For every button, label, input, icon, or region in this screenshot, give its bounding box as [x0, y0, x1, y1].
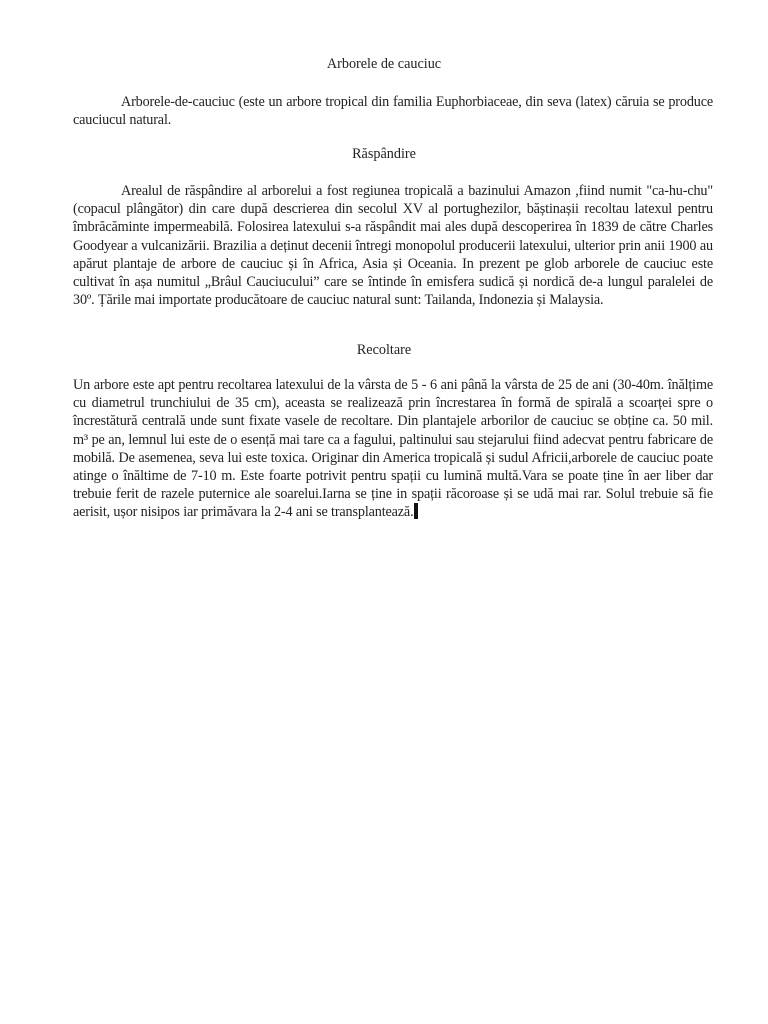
text-cursor: [414, 503, 418, 519]
section-heading-raspandire: Răspândire: [352, 146, 416, 162]
intro-paragraph[interactable]: Arborele-de-cauciuc (este un arbore tropical din familia Euphorbiaceae, din seva (latex) căruia se produce cauciucul natural.: [73, 94, 713, 129]
document-title: Arborele de cauciuc: [326, 56, 442, 72]
paragraph-recoltare[interactable]: [73, 376, 713, 522]
paragraph-recoltare-text: Un arbore este apt pentru recoltarea latexului de la vârsta de 5 - 6 ani până la vârsta de 25 de ani (30-40m. înălțime cu diametrul trunchiului de 35 cm), aceasta se realizează prin încrestarea în formă de spirală a scoarței spre o încrestătură centrală unde sunt fixate vasele de recoltare. Din plantajele arborilor de cauciuc se obține ca. 50 mil. m³ pe an, lemnul lui este de o esență mai tare ca a fagului, paltinului sau stejarului fiind adecvat pentru fabricare de mobilă. De asemenea, seva lui este toxica. Originar din America tropicală și sudul Africii,arborele de cauciuc poate atinge o înăltime de 7-10 m. Este foarte potrivit pentru spații cu lumină multă.Vara se poate ține în aer liber dar trebuie ferit de razele puternice ale soarelui.Iarna se ține in spații răcoroase și se udă mai rar. Solul trebuie să fie aerisit, ușor nisipos iar primăvara la 2-4 ani se transplantează.: [73, 377, 713, 521]
paragraph-raspandire[interactable]: Arealul de răspândire al arborelui a fost regiunea tropicală a bazinului Amazon ,fiind numit "ca-hu-chu" (copacul plângător) din care după descrierea din secolul XV al portughezilor, băștinașii recoltau latexul pentru îmbrăcăminte impermeabilă. Folosirea latexului s-a răspândit mai ales după descoperirea în 1839 de către Charles Goodyear a vulcanizării. Brazilia a deținut decenii întregi monopolul producerii latexului, ulterior prin anii 1900 au apărut plantaje de arbore de cauciuc și în Africa, Asia și Oceania. In prezent pe glob arborele de cauciuc este cultivat în așa numitul „Brâul Cauciucului” care se întinde în emisfera sudică și nordică de-a lungul paralelei de 30º. Țările mai importate producătoare de cauciuc natural sunt: Tailanda, Indonezia și Malaysia.: [73, 183, 713, 309]
section-heading-recoltare: Recoltare: [356, 342, 412, 358]
